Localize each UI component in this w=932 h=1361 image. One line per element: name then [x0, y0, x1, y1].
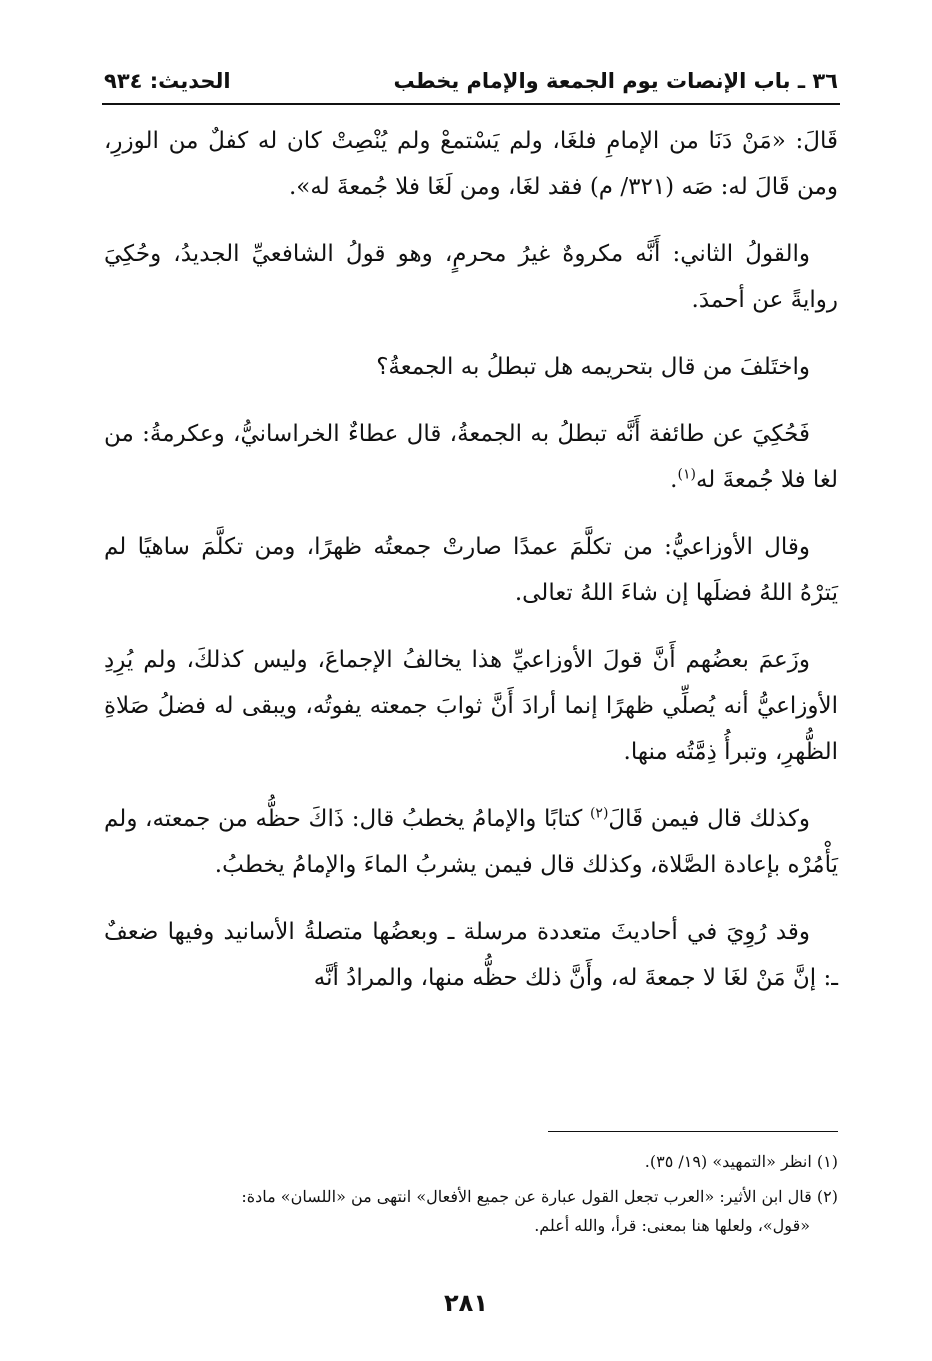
paragraph-4-text: فَحُكِيَ عن طائفة أَنَّه تبطلُ به الجمعةُ، قال عطاءٌ الخراسانيُّ، وعكرمةُ: من لغا فلا جُمعةَ له	[104, 421, 838, 493]
footnote-2-line-2: «قول»، ولعلها هنا بمعنى: قرأ، والله أعلم.	[534, 1216, 810, 1235]
paragraph-3: واختَلفَ من قال بتحريمه هل تبطلُ به الجمعةُ؟	[376, 354, 810, 380]
page-number: ٢٨١	[444, 1289, 488, 1317]
footnote-divider	[548, 1131, 838, 1132]
footnote-2	[104, 1182, 838, 1240]
footnote-2-line-1: (٢) قال ابن الأثير: «العرب تجعل القول عبارة عن جميع الأفعال» انتهى من «اللسان» مادة:	[241, 1187, 838, 1206]
paragraph-4	[104, 411, 838, 503]
paragraph-1: قَالَ: «مَنْ دَنَا من الإمامِ فلغَا، ولم يَسْتمعْ ولم يُنْصِتْ كان له كفلٌ من الوزرِ، ومن قَالَ له: صَه (٣٢١/ م) فقد لغَا، ومن لَغَا فلا جُمعةَ له».	[104, 128, 838, 200]
paragraph-2: والقولُ الثاني: أَنَّه مكروهٌ غيرُ محرمٍ، وهو قولُ الشافعيِّ الجديدُ، وحُكِيَ روايةً عن أحمدَ.	[104, 241, 838, 313]
paragraph-7	[104, 796, 838, 888]
footnotes	[104, 1147, 838, 1246]
paragraph-5: وقال الأوزاعيُّ: من تكلَّمَ عمدًا صارتْ جمعتُه ظهرًا، ومن تكلَّمَ ساهيًا لم يَترْهُ اللهُ فضلَها إن شاءَ اللهُ تعالى.	[104, 534, 838, 606]
footnote-1: (١) انظر «التمهيد» (١٩/ ٣٥).	[644, 1152, 838, 1171]
hadith-reference: الحديث: ٩٣٤	[104, 69, 231, 93]
running-header	[104, 62, 838, 96]
footnote-ref-1[interactable]: (١)	[677, 466, 696, 483]
header-divider	[102, 103, 840, 105]
paragraph-6: وزَعمَ بعضُهم أَنَّ قولَ الأوزاعيِّ هذا يخالفُ الإجماعَ، وليس كذلكَ، ولم يُرِدِ الأوزاعيُّ أنه يُصلِّي ظهرًا إنما أرادَ أَنَّ ثوابَ جمعته يفوتُه، ويبقى له فضلُ صَلاةِ الظُّهرِ، وتبرأُ ذِمَّتُه منها.	[104, 647, 838, 765]
chapter-title: ٣٦ ـ باب الإنصات يوم الجمعة والإمام يخطب	[393, 69, 838, 93]
footnote-ref-2[interactable]: (٢)	[589, 805, 609, 822]
paragraph-4-end: .	[670, 467, 678, 493]
paragraph-7-start: وكذلك قال فيمن قَالَ	[608, 806, 810, 832]
paragraph-7-rest: كتابًا والإمامُ يخطبُ قال: ذَاكَ حظُّه من جمعته، ولم يَأْمُرْه بإعادة الصَّلاة، وكذلك قال فيمن يشربُ الماءَ والإمامُ يخطبُ.	[104, 806, 838, 878]
paragraph-8: وقد رُوِيَ في أحاديثَ متعددة مرسلة ـ وبعضُها متصلةُ الأسانيد وفيها ضعفٌ ـ: إنَّ مَنْ لغَا لا جمعةَ له، وأَنَّ ذلك حظُّه منها، والمرادُ أنَّه	[104, 919, 838, 991]
main-text	[104, 118, 838, 1001]
